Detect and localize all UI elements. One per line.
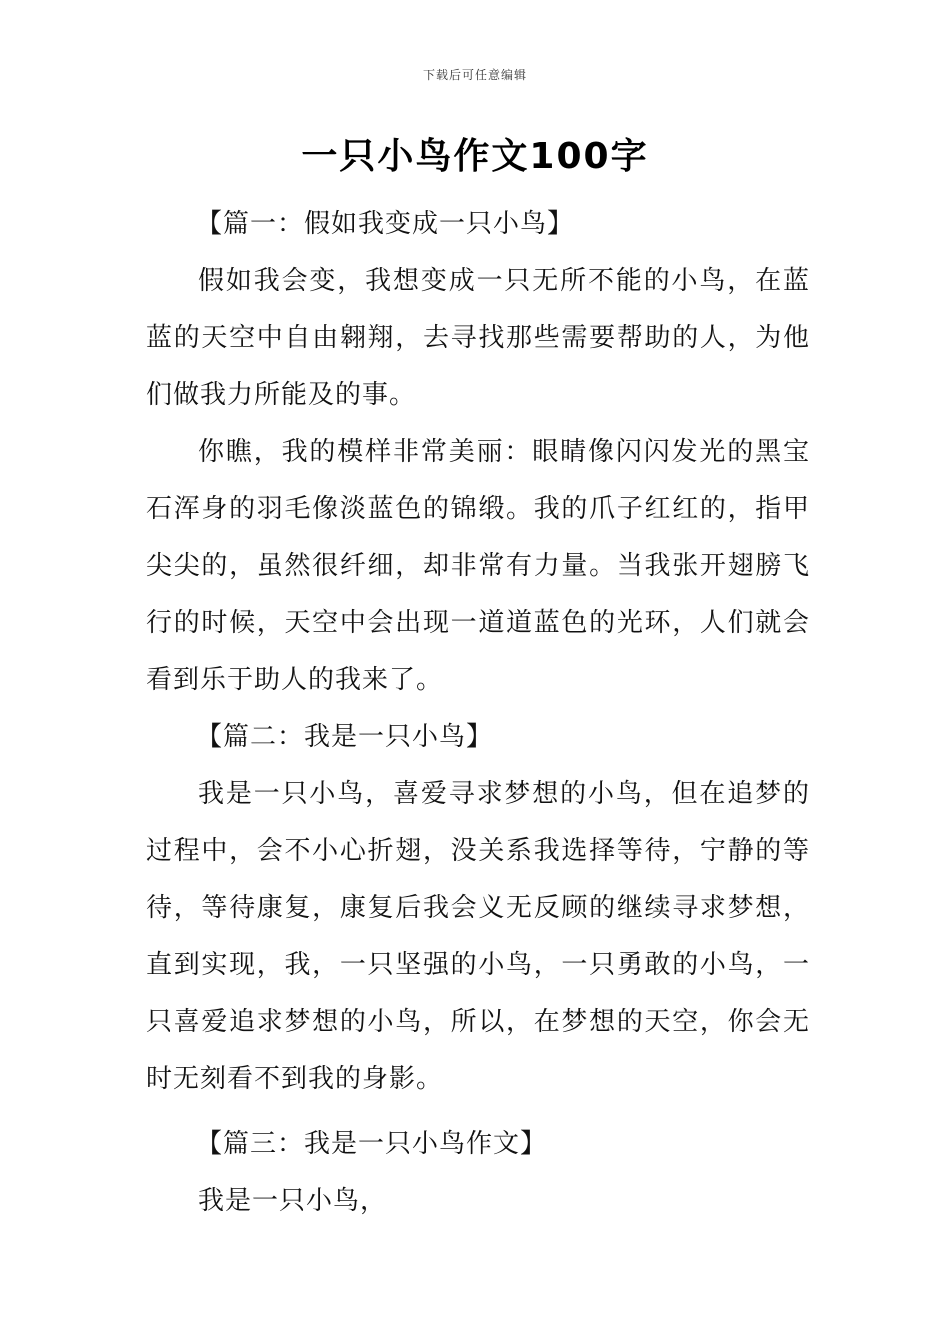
paragraph: 我是一只小鸟，喜爱寻求梦想的小鸟，但在追梦的过程中，会不小心折翅，没关系我选择等待，宁静的等待，等待康复，康复后我会义无反顾的继续寻求梦想，直到实现，我，一只坚强的小鸟，一只勇敢的小鸟，一只喜爱追求梦想的小鸟，所以，在梦想的天空，你会无时无刻看不到我的身影。 [146, 779, 810, 1094]
section-heading: 【篇三：我是一只小鸟作文】 [196, 1129, 548, 1159]
paragraph: 你瞧，我的模样非常美丽：眼睛像闪闪发光的黑宝石浑身的羽毛像淡蓝色的锦缎。我的爪子红红的，指甲尖尖的，虽然很纤细，却非常有力量。当我张开翅膀飞行的时候，天空中会出现一道道蓝色的光环，人们就会看到乐于助人的我来了。 [146, 437, 810, 695]
section-heading: 【篇二：我是一只小鸟】 [196, 722, 494, 752]
paragraph: 假如我会变，我想变成一只无所不能的小鸟，在蓝蓝的天空中自由翱翔，去寻找那些需要帮助的人，为他们做我力所能及的事。 [146, 266, 810, 410]
section-3 [146, 1116, 810, 1230]
document-body [146, 196, 810, 1230]
spacer [146, 1108, 810, 1116]
header-note: 下载后可任意编辑 [422, 68, 527, 82]
section-heading: 【篇一：假如我变成一只小鸟】 [196, 209, 575, 239]
section-2 [146, 709, 810, 1108]
section-1 [146, 196, 810, 709]
paragraph: 我是一只小鸟， [198, 1186, 388, 1216]
document-title: 一只小鸟作文100字 [301, 136, 649, 177]
